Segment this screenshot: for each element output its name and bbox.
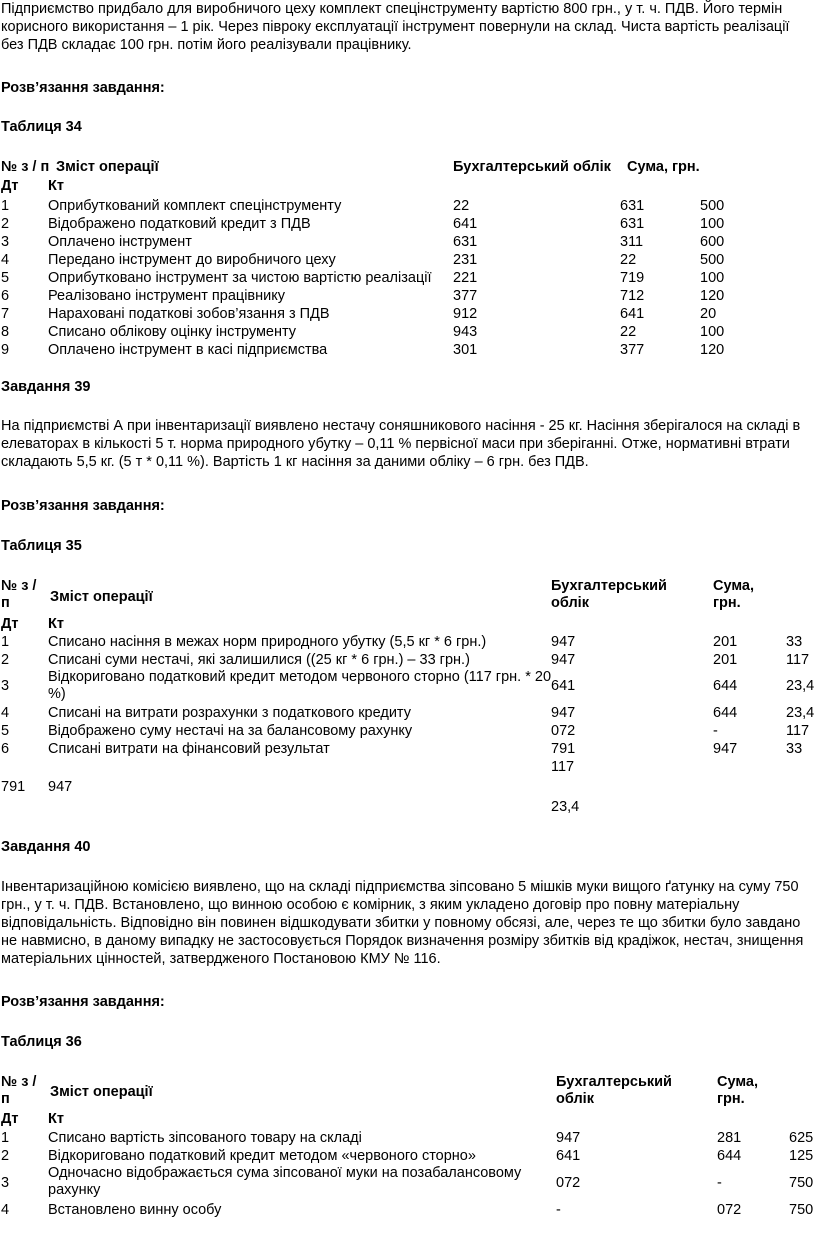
row-number: 6 xyxy=(1,288,10,304)
table36-header-kt: Кт xyxy=(48,1111,64,1127)
row-number: 1 xyxy=(1,1130,10,1146)
intro-paragraph: Підприємство придбало для виробничого цеху комплект спецінструменту вартістю 800 грн., у т. ч. ПДВ. Його термін корисного використання – 1 рік. Через півроку експлуатації інструмент повернули на склад. Чиста вартість реалізації без ПДВ складає 100 грн. потім його реалізували працівнику. xyxy=(1,1,790,53)
row-dt: 641 xyxy=(556,1148,581,1164)
task40-text: Інвентаризаційною комісією виявлено, що на складі підприємства зіпсовано 5 мішків муки вищого ґатунку на суму 750 грн., у т. ч. ПДВ. Встановлено, що винною особою є комірник, з яким укладено договір про повну матеріальну відповідальність. Відповідно він повинен відшкодувати збитки у повному обсязі, але, через те що збитки було завдано не навмисно, в даному випадку не застосовується Порядок визначення розміру збитків від крадіжок, нестач, знищення матеріальних цінностей, затвердженого Постановою КМУ № 116. xyxy=(1,879,804,967)
row-dt: 947 xyxy=(556,1130,581,1146)
row-kt: 281 xyxy=(717,1130,742,1146)
row-kt: - xyxy=(713,723,718,739)
row-text: Оприбутковано інструмент за чистою вартістю реалізації xyxy=(48,270,432,286)
row-text: Оприбуткований комплект спецінструменту xyxy=(48,198,342,214)
row-kt: 377 xyxy=(620,342,645,358)
row-dt: 377 xyxy=(453,288,478,304)
row-number: 7 xyxy=(1,306,10,322)
row-sum: 100 xyxy=(700,216,725,232)
row-number: 3 xyxy=(1,678,10,694)
table34-header-sum: Сума, грн. xyxy=(627,159,700,175)
row-dt: 947 xyxy=(551,705,576,721)
table36-header-dt: Дт xyxy=(1,1111,19,1127)
row-number: 1 xyxy=(1,198,10,214)
row-kt: 641 xyxy=(620,306,645,322)
row-number: 5 xyxy=(1,270,10,286)
row-sum: 120 xyxy=(700,342,725,358)
solution-label-2: Розв’язання завдання: xyxy=(1,498,165,514)
row-kt: 719 xyxy=(620,270,645,286)
row-dt: 641 xyxy=(453,216,478,232)
solution-label-3: Розв’язання завдання: xyxy=(1,994,165,1010)
table36-header-accounting: Бухгалтерський облік xyxy=(556,1074,672,1107)
table35-header-kt: Кт xyxy=(48,616,64,632)
table35-extra-sum: 23,4 xyxy=(551,799,580,815)
row-kt: 644 xyxy=(713,678,738,694)
table34-header-accounting: Бухгалтерський облік xyxy=(453,159,611,175)
row-dt: 221 xyxy=(453,270,478,286)
row-sum: 500 xyxy=(700,252,725,268)
row-sum: 750 xyxy=(789,1175,814,1191)
solution-label-1: Розв’язання завдання: xyxy=(1,80,165,96)
row-dt: 072 xyxy=(556,1175,581,1191)
table35-extra-kt: 947 xyxy=(48,779,73,795)
row-dt: 641 xyxy=(551,678,576,694)
row-sum: 20 xyxy=(700,306,717,322)
row-number: 2 xyxy=(1,216,10,232)
row-dt: 791 xyxy=(551,741,576,757)
row-sum: 500 xyxy=(700,198,725,214)
table35-title: Таблиця 35 xyxy=(1,538,82,554)
row-text: Одночасно відображається сума зіпсованої муки на позабалансовому рахунку xyxy=(48,1165,522,1198)
row-text: Списані суми нестачі, які залишилися ((25 кг * 6 грн.) – 33 грн.) xyxy=(48,652,470,668)
task40-title: Завдання 40 xyxy=(1,839,91,855)
table35-header-accounting: Бухгалтерський облік xyxy=(551,578,667,611)
row-text: Списані на витрати розрахунки з податкового кредиту xyxy=(48,705,411,721)
table34-header-num: № з / п xyxy=(1,159,50,175)
row-text: Встановлено винну особу xyxy=(48,1202,222,1218)
row-number: 8 xyxy=(1,324,10,340)
row-text: Передано інструмент до виробничого цеху xyxy=(48,252,336,268)
row-sum: 120 xyxy=(700,288,725,304)
row-kt: 201 xyxy=(713,634,738,650)
row-kt: 22 xyxy=(620,324,637,340)
row-sum: 600 xyxy=(700,234,725,250)
row-number: 9 xyxy=(1,342,10,358)
row-text: Реалізовано інструмент працівнику xyxy=(48,288,285,304)
table35-extra-dt: 791 xyxy=(1,779,26,795)
row-sum: 750 xyxy=(789,1202,814,1218)
row-sum: 100 xyxy=(700,270,725,286)
table36-header-sum: Сума, грн. xyxy=(717,1074,758,1107)
row-text: Відображено податковий кредит з ПДВ xyxy=(48,216,311,232)
row-text: Відкориговано податковий кредит методом «червоного сторно» xyxy=(48,1148,476,1164)
row-number: 4 xyxy=(1,1202,10,1218)
row-sum: 100 xyxy=(700,324,725,340)
row-kt: 311 xyxy=(620,234,644,250)
row-text: Оплачено інструмент в касі підприємства xyxy=(48,342,328,358)
row-text: Нараховані податкові зобов’язання з ПДВ xyxy=(48,306,330,322)
row-number: 3 xyxy=(1,234,10,250)
row-dt: 947 xyxy=(551,652,576,668)
row-number: 6 xyxy=(1,741,10,757)
table35-header-num: № з / п xyxy=(1,578,37,611)
row-sum: 125 xyxy=(789,1148,814,1164)
task39-title: Завдання 39 xyxy=(1,379,91,395)
row-dt: 947 xyxy=(551,634,576,650)
row-dt: 631 xyxy=(453,234,478,250)
row-number: 1 xyxy=(1,634,10,650)
table34-header-kt: Кт xyxy=(48,178,64,194)
row-number: 2 xyxy=(1,652,10,668)
row-text: Списано вартість зіпсованого товару на складі xyxy=(48,1130,362,1146)
table35-header-dt: Дт xyxy=(1,616,19,632)
row-kt: 201 xyxy=(713,652,738,668)
row-kt: 631 xyxy=(620,198,645,214)
row-dt: 072 xyxy=(551,723,576,739)
row-kt: - xyxy=(717,1175,722,1191)
row-sum: 117 xyxy=(786,723,810,739)
row-sum: 33 xyxy=(786,634,803,650)
row-sum: 33 xyxy=(786,741,803,757)
row-number: 4 xyxy=(1,252,10,268)
row-dt: 912 xyxy=(453,306,478,322)
row-sum: 117 xyxy=(786,652,810,668)
row-text: Списано облікову оцінку інструменту xyxy=(48,324,297,340)
row-sum: 23,4 xyxy=(786,705,815,721)
row-kt: 072 xyxy=(717,1202,742,1218)
row-sum: 625 xyxy=(789,1130,814,1146)
row-kt: 712 xyxy=(620,288,645,304)
row-kt: 947 xyxy=(713,741,738,757)
table34-header-dt: Дт xyxy=(1,178,19,194)
row-number: 5 xyxy=(1,723,10,739)
row-dt: 943 xyxy=(453,324,478,340)
row-number: 4 xyxy=(1,705,10,721)
row-number: 3 xyxy=(1,1175,10,1191)
row-dt: 22 xyxy=(453,198,470,214)
row-text: Списано насіння в межах норм природного убутку (5,5 кг * 6 грн.) xyxy=(48,634,487,650)
row-text: Оплачено інструмент xyxy=(48,234,192,250)
table36-header-num: № з / п xyxy=(1,1074,37,1107)
row-text: Відображено суму нестачі на за балансовому рахунку xyxy=(48,723,413,739)
table34-header-content: Зміст операції xyxy=(56,159,159,175)
row-kt: 22 xyxy=(620,252,637,268)
row-text: Відкориговано податковий кредит методом червоного сторно (117 грн. * 20 %) xyxy=(48,669,552,702)
row-number: 2 xyxy=(1,1148,10,1164)
table36-title: Таблиця 36 xyxy=(1,1034,82,1050)
table34-title: Таблиця 34 xyxy=(1,119,82,135)
table35-header-sum: Сума, грн. xyxy=(713,578,754,611)
row-kt: 631 xyxy=(620,216,645,232)
row-kt: 644 xyxy=(713,705,738,721)
row-dt: - xyxy=(556,1202,561,1218)
table35-extra-value: 117 xyxy=(551,759,575,775)
row-kt: 644 xyxy=(717,1148,742,1164)
row-dt: 231 xyxy=(453,252,478,268)
table35-header-content: Зміст операції xyxy=(50,589,153,605)
table36-header-content: Зміст операції xyxy=(50,1084,153,1100)
task39-text: На підприємстві А при інвентаризації виявлено нестачу соняшникового насіння - 25 кг. Насіння зберігалося на складі в елеваторах в кількості 5 т. норма природного убутку – 0,11 % первісної маси при зберіганні. Отже, нормативні втрати складають 5,5 кг. (5 т * 0,11 %). Вартість 1 кг насіння за даними обліку – 6 грн. без ПДВ. xyxy=(1,418,801,470)
row-sum: 23,4 xyxy=(786,678,815,694)
row-text: Списані витрати на фінансовий результат xyxy=(48,741,330,757)
row-dt: 301 xyxy=(453,342,478,358)
